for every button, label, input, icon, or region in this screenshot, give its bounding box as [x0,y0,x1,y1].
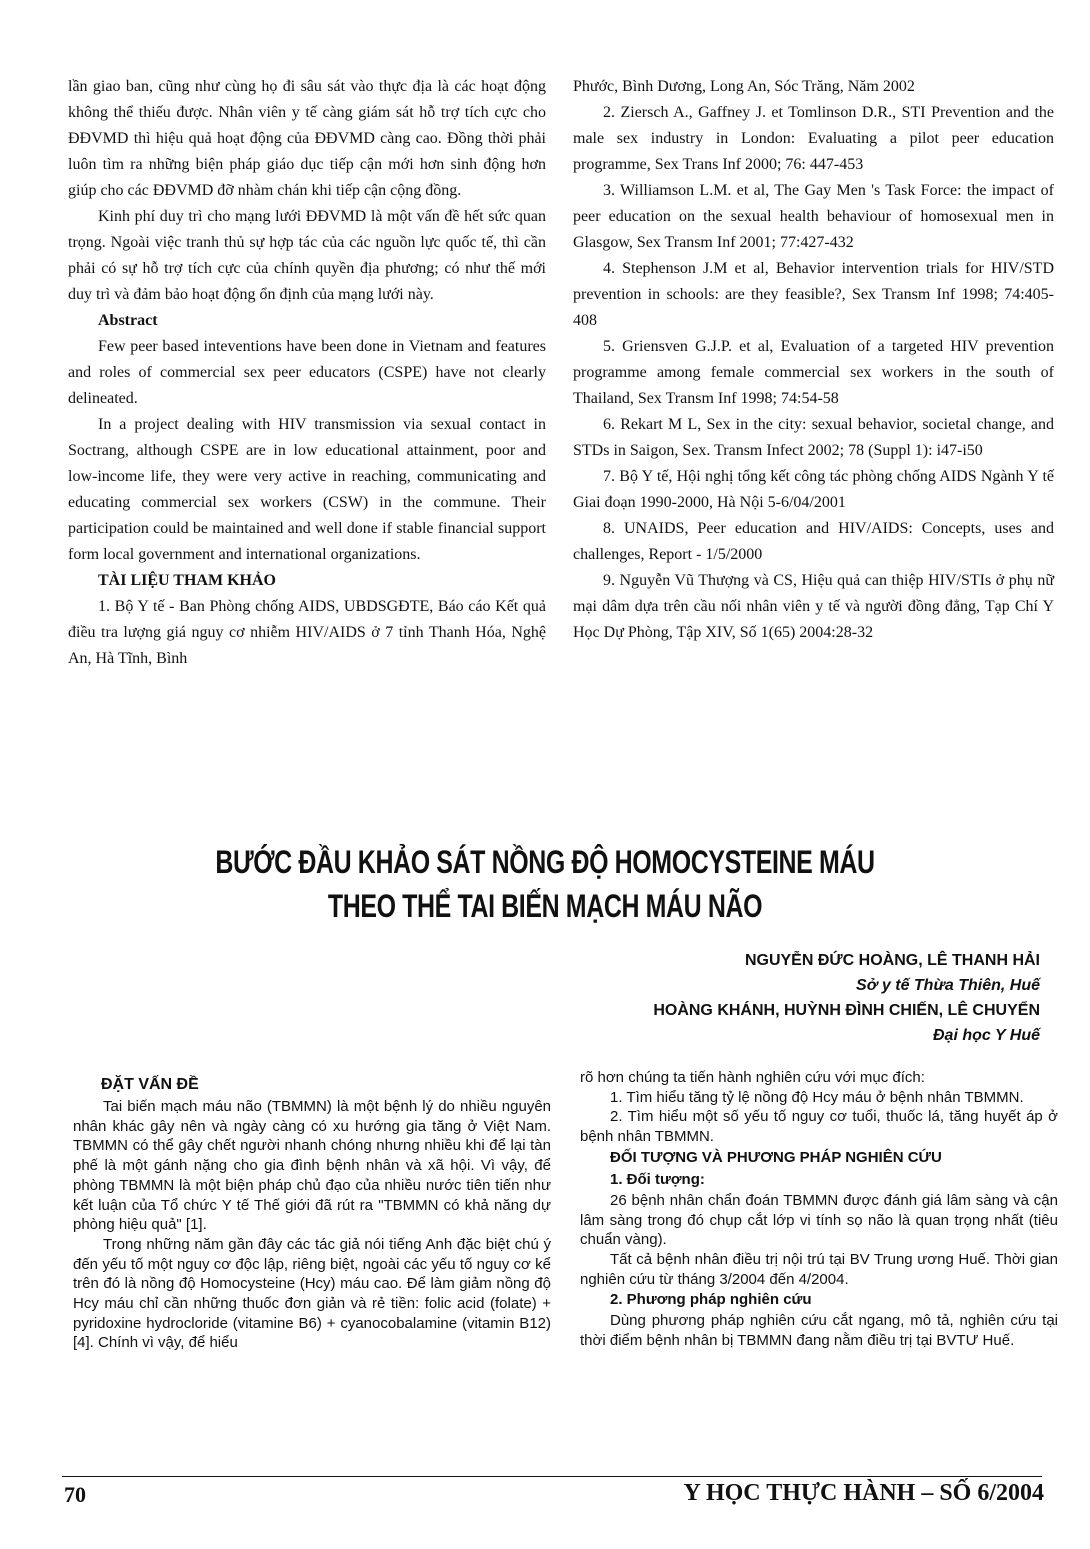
abstract-paragraph-2: In a project dealing with HIV transmission via sexual contact in Soctrang, although CSPE are in low educational attainment, poor and low-income life, they were very active in reaching, communicating and educating commercial sex workers (CSW) in the commune. Their participation could be maintained and well done if stable financial support form local government and international organizations. [68,416,546,563]
footer-rule [62,1476,1042,1477]
intro-paragraph-1: Tai biến mạch máu não (TBMMN) là một bệnh lý do nhiều nguyên nhân khác gây nên và ngày càng có xu hướng gia tăng ở Việt Nam. TBMMN có thể gây chết người nhanh chóng nhưng nhiều khi để lại tàn phế là một gánh nặng cho gia đình bệnh nhân và xã hội. Vì vậy, để phòng TBMMN là một biện pháp chủ đạo của nhiều nước tiên tiến như kết luận của Tổ chức Y tế Thế giới đã rút ra "TBMMN có khả năng dự phòng hiệu quả" [1]. [73,1098,551,1234]
references-heading: TÀI LIỆU THAM KHẢO [98,572,276,589]
subheading-methods: 2. Phương pháp nghiên cứu [610,1291,812,1309]
aim-1: 1. Tìm hiểu tăng tỷ lệ nồng độ Hcy máu ở bệnh nhân TBMMN. [610,1088,1024,1106]
affiliation-2: Đại học Y Huế [933,1027,1040,1044]
affiliation-1: Sở y tế Thừa Thiên, Huế [856,977,1040,994]
reference-3: 3. Williamson L.M. et al, The Gay Men 's Task Force: the impact of peer education on the sexual health behaviour of homosexual men in Glasgow, Sex Transm Inf 2001; 77:427-432 [573,182,1054,251]
article-title-line-2: THEO THỂ TAI BIẾN MẠCH MÁU NÃO [327,888,763,924]
reference-6: 6. Rekart M L, Sex in the city: sexual behavior, societal change, and STDs in Saigon, Sex. Transm Infect 2002; 78 (Suppl 1): i47-i50 [573,416,1054,459]
top-right-column [573,74,1054,646]
aim-2: 2. Tìm hiểu một số yếu tố nguy cơ tuổi, thuốc lá, tăng huyết áp ở bệnh nhân TBMMN. [580,1108,1058,1146]
reference-9: 9. Nguyễn Vũ Thượng và CS, Hiệu quả can thiệp HIV/STIs ở phụ nữ mại dâm dựa trên cầu nối nhân viên y tế và người đồng đẳng, Tạp Chí Y Học Dự Phòng, Tập XIV, Số 1(65) 2004:28-32 [573,572,1054,641]
intro-paragraph-continued: rõ hơn chúng ta tiến hành nghiên cứu với mục đích: [580,1069,925,1086]
reference-4: 4. Stephenson J.M et al, Behavior intervention trials for HIV/STD prevention in schools: are they feasible?, Sex Transm Inf 1998; 74:405-408 [573,260,1054,329]
section-heading-introduction: ĐẶT VẤN ĐỀ [101,1076,199,1093]
subheading-subjects: 1. Đối tượng: [610,1170,705,1188]
bottom-left-column [73,1073,551,1353]
abstract-heading: Abstract [98,312,158,329]
reference-8: 8. UNAIDS, Peer education and HIV/AIDS: Concepts, uses and challenges, Report - 1/5/2000 [573,520,1054,563]
paragraph-continuation: lần giao ban, cũng như cùng họ đi sâu sát vào thực địa là các hoạt động không thể thiếu được. Nhân viên y tế càng giám sát hỗ trợ tích cực cho ĐĐVMD thì hiệu quả hoạt động của ĐĐVMD càng cao. Đồng thời phải luôn tìm ra những biện pháp giáo dục tiếp cận mới hơn sinh động hơn giúp cho các ĐĐVMD đỡ nhàm chán khi tiếp cận cộng đồng. [68,78,546,199]
paragraph-funding: Kinh phí duy trì cho mạng lưới ĐĐVMD là một vấn đề hết sức quan trọng. Ngoài việc tranh thủ sự hợp tác của các nguồn lực quốc tế, thì cần phải có sự hỗ trợ tích cực của chính quyền địa phương; có như thế mới duy trì và đảm bảo hoạt động ổn định của mạng lưới này. [68,208,546,303]
reference-1: 1. Bộ Y tế - Ban Phòng chống AIDS, UBDSGĐTE, Báo cáo Kết quả điều tra lượng giá nguy cơ nhiễm HIV/AIDS ở 7 tỉnh Thanh Hóa, Nghệ An, Hà Tĩnh, Bình [68,598,546,667]
methods-paragraph-1: Dùng phương pháp nghiên cứu cắt ngang, mô tả, nghiên cứu tại thời điểm bệnh nhân bị TBMMN đang nằm điều trị tại BVTƯ Huế. [580,1312,1058,1350]
authors-group-1: NGUYỄN ĐỨC HOÀNG, LÊ THANH HẢI [744,952,1040,969]
article-title [120,840,970,928]
page-number: 70 [64,1482,86,1507]
reference-2: 2. Ziersch A., Gaffney J. et Tomlinson D.R., STI Prevention and the male sex industry in London: Evaluating a pilot peer education programme, Sex Trans Inf 2000; 76: 447-453 [573,104,1054,173]
section-heading-methods: ĐỐI TƯỢNG VÀ PHƯƠNG PHÁP NGHIÊN CỨU [610,1148,942,1166]
intro-paragraph-2: Trong những năm gần đây các tác giả nói tiếng Anh đặc biệt chú ý đến yếu tố một nguy cơ độc lập, riêng biệt, ngoài các yếu tố nguy cơ kể trên đó là nồng độ Homocysteine (Hcy) máu cao. Để làm giảm nồng độ Hcy máu chỉ cần những thuốc đơn giản và rẻ tiền: folic acid (folate) + pyridoxine hydrocloride (vitamine B6) + cyanocobalamine (vitamin B12) [4]. Chính vì vậy, để hiểu [73,1235,551,1352]
article-title-line-1: BƯỚC ĐẦU KHẢO SÁT NỒNG ĐỘ HOMOCYSTEINE MÁU [215,844,875,880]
reference-1-continued: Phước, Bình Dương, Long An, Sóc Trăng, Năm 2002 [573,78,915,95]
journal-name: Y HỌC THỰC HÀNH – SỐ 6/2004 [683,1480,1044,1506]
author-block [520,948,1040,1048]
subjects-paragraph-2: Tất cả bệnh nhân điều trị nội trú tại BV Trung ương Huế. Thời gian nghiên cứu từ tháng 3/2004 đến 4/2004. [580,1250,1058,1288]
bottom-right-column [580,1068,1058,1351]
subjects-paragraph-1: 26 bệnh nhân chẩn đoán TBMMN được đánh giá lâm sàng và cận lâm sàng trong đó chụp cắt lớp vi tính sọ não là quan trọng nhất (tiêu chuẩn vàng). [580,1191,1058,1249]
abstract-paragraph-1: Few peer based inteventions have been done in Vietnam and features and roles of commercial sex peer educators (CSPE) have not clearly delineated. [68,338,546,407]
reference-7: 7. Bộ Y tế, Hội nghị tổng kết công tác phòng chống AIDS Ngành Y tế Giai đoạn 1990-2000, Hà Nội 5-6/04/2001 [573,468,1054,511]
top-left-column [68,74,546,672]
reference-5: 5. Griensven G.J.P. et al, Evaluation of a targeted HIV prevention programme among female commercial sex workers in the south of Thailand, Sex Transm Inf 1998; 74:54-58 [573,338,1054,407]
authors-group-2: HOÀNG KHÁNH, HUỲNH ĐÌNH CHIẾN, LÊ CHUYỂN [653,1002,1040,1019]
